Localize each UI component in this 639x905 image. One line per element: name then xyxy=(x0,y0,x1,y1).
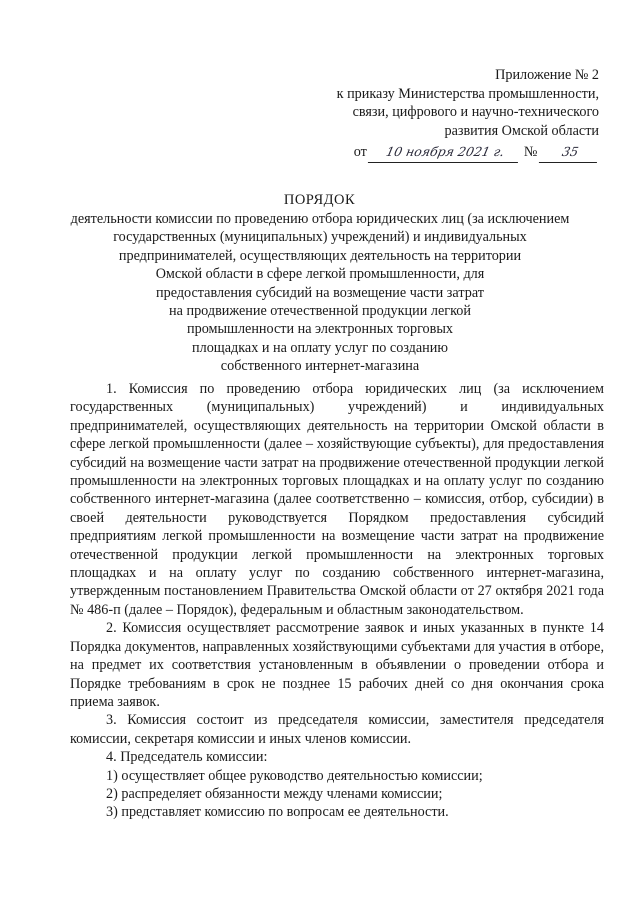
appendix-number: Приложение № 2 xyxy=(495,67,599,83)
document-title: ПОРЯДОК xyxy=(283,192,356,208)
subtitle-line: промышленности на электронных торговых xyxy=(187,321,453,338)
ministry-name-1: связи, цифрового и научно-технического xyxy=(352,104,599,121)
handwritten-number: 35 xyxy=(539,143,601,163)
paragraph-4: 4. Председатель комиссии: xyxy=(106,749,268,766)
number-label: № xyxy=(523,144,538,161)
order-date-line xyxy=(279,143,599,163)
subtitle-line: собственного интернет-магазина xyxy=(220,358,420,375)
list-item-1: 1) осуществляет общее руководство деятельностью комиссии; xyxy=(106,767,483,784)
subtitle-line: предоставления субсидий на возмещение части затрат xyxy=(156,284,484,301)
order-reference: к приказу Министерства промышленности, xyxy=(336,85,599,102)
list-item-3: 3) представляет комиссию по вопросам ее деятельности. xyxy=(106,804,449,821)
subtitle-line: Омской области в сфере легкой промышленности, для xyxy=(155,266,485,283)
paragraph-3: 3. Комиссия состоит из председателя комиссии, заместителя председателя комиссии, секретаря комиссии и иных членов комиссии. xyxy=(70,712,604,747)
handwritten-date: 10 ноября 2021 г. xyxy=(368,143,522,163)
paragraph-1: 1. Комиссия по проведению отбора юридических лиц (за исключением государственных (муниципальных) учреждений) и индивидуальных предпринимателей, осуществляющих деятельность на территории Омской области в сфере легкой промышленности (далее – хозяйствующие субъекты), для предоставления субсидий на возмещение части затрат на продвижение отечественной продукции легкой промышленности на электронных торговых площадках и на оплату услуг по созданию собственного интернет-магазина (далее соответственно – комиссия, отбор, субсидии) в своей деятельности руководствуется Порядком предоставления субсидий предприятиям легкой промышленности на возмещение части затрат на продвижение отечественной продукции легкой промышленности на электронных торговых площадках и на оплату услуг по созданию собственного интернет-магазина, утвержденным постановлением Правительства Омской области от 27 октября 2021 года № 486-п (далее – Порядок), федеральным и областным законодательством. xyxy=(70,381,604,618)
paragraph-2: 2. Комиссия осуществляет рассмотрение заявок и иных указанных в пункте 14 Порядка документов, направленных хозяйствующими субъектами для участия в отборе, на предмет их соответствия установленным в объявлении о проведении отбора и Порядке требованиям в срок не позднее 15 рабочих дней со дня окончания срока приема заявок. xyxy=(70,620,604,710)
subtitle-line: государственных (муниципальных) учреждений) и индивидуальных xyxy=(113,229,527,246)
document-subtitle xyxy=(40,210,600,376)
ministry-name-2: развития Омской области xyxy=(444,122,599,139)
list-item-2: 2) распределяет обязанности между членами комиссии; xyxy=(106,785,443,802)
subtitle-line: площадках и на оплату услуг по созданию xyxy=(192,339,448,356)
document-body xyxy=(70,380,604,822)
subtitle-line: предпринимателей, осуществляющих деятельность на территории xyxy=(118,247,522,264)
appendix-header xyxy=(279,66,599,163)
date-prefix: от xyxy=(353,144,367,161)
subtitle-line: деятельности комиссии по проведению отбора юридических лиц (за исключением xyxy=(70,211,570,227)
subtitle-line: на продвижение отечественной продукции легкой xyxy=(169,303,471,320)
